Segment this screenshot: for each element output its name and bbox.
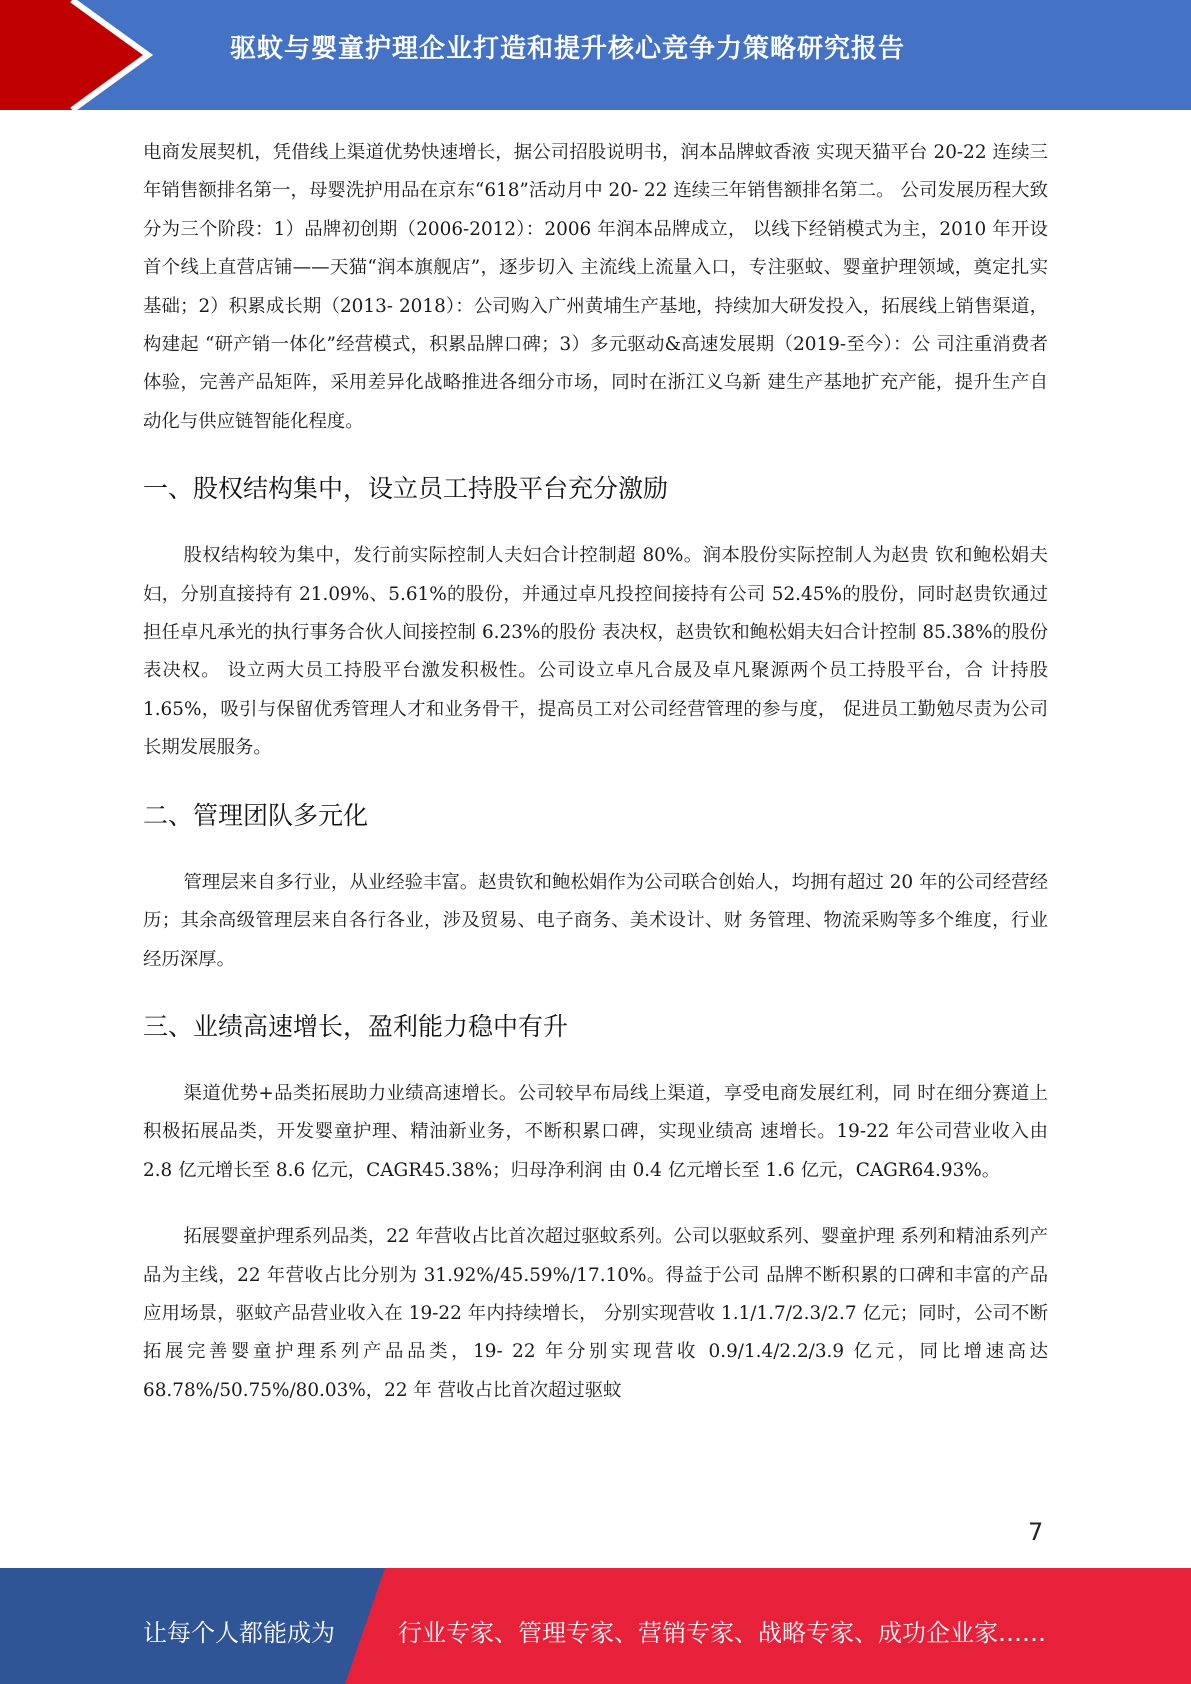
page-header [0,0,1191,110]
report-title: 驱蚊与婴童护理企业打造和提升核心竞争力策略研究报告 [230,34,906,64]
page-number: 7 [1028,1518,1044,1546]
section-paragraph-growth: 渠道优势+品类拓展助力业绩高速增长。公司较早布局线上渠道，享受电商发展红利，同 时在细分赛道上积极拓展品类，开发婴童护理、精油新业务，不断积累口碑，实现业绩高 速增长。19-22 年公司营业收入由 2.8 亿元增长至 8.6 亿元，CAGR45.38%；归母净利润 由 0.4 亿元增长至 1.6 亿元，CAGR64.93%。 [143,1082,1048,1181]
page-footer [0,1568,1191,1684]
document-body [143,134,1048,1410]
footer-slogan-right: 行业专家、管理专家、营销专家、战略专家、成功企业家…… [398,1619,1046,1647]
section-heading-equity: 一、股权结构集中，设立员工持股平台充分激励 [143,474,669,504]
intro-paragraph: 电商发展契机，凭借线上渠道优势快速增长，据公司招股说明书，润本品牌蚊香液 实现天猫平台 20-22 连续三年销售额排名第一，母婴洗护用品在京东“618”活动月中 20- 22 连续三年销售额排名第二。 公司发展历程大致分为三个阶段：1）品牌初创期（2006-2012）：2006 年润本品牌成立， 以线下经销模式为主，2010 年开设首个线上直营店铺——天猫“润本旗舰店”，逐步切入 主流线上流量入口，专注驱蚊、婴童护理领域，奠定扎实基础；2）积累成长期（2013- 2018）：公司购入广州黄埔生产基地，持续加大研发投入，拓展线上销售渠道，构建起 “研产销一体化”经营模式，积累品牌口碑；3）多元驱动&高速发展期（2019-至今）：公 司注重消费者体验，完善产品矩阵，采用差异化战略推进各细分市场，同时在浙江义乌新 建生产基地扩充产能，提升生产自动化与供应链智能化程度。 [143,142,1048,432]
header-arrow-decoration [0,0,160,110]
footer-slogan-left: 让每个人都能成为 [143,1619,335,1647]
section-paragraph-equity: 股权结构较为集中，发行前实际控制人夫妇合计控制超 80%。润本股份实际控制人为赵贵 钦和鲍松娟夫妇，分别直接持有 21.09%、5.61%的股份，并通过卓凡投控间接持有公司 52.45%的股份，同时赵贵钦通过担任卓凡承光的执行事务合伙人间接控制 6.23%的股份 表决权，赵贵钦和鲍松娟夫妇合计控制 85.38%的股份表决权。 设立两大员工持股平台激发积极性。公司设立卓凡合晟及卓凡聚源两个员工持股平台，合 计持股 1.65%，吸引与保留优秀管理人才和业务骨干，提高员工对公司经营管理的参与度， 促进员工勤勉尽责为公司长期发展服务。 [143,545,1048,759]
section-paragraph-categories: 拓展婴童护理系列品类，22 年营收占比首次超过驱蚊系列。公司以驱蚊系列、婴童护理 系列和精油系列产品为主线，22 年营收占比分别为 31.92%/45.59%/17.10%。得益于公司 品牌不断积累的口碑和丰富的产品应用场景，驱蚊产品营业收入在 19-22 年内持续增长， 分别实现营收 1.1/1.7/2.3/2.7 亿元；同时，公司不断拓展完善婴童护理系列产品品类，19- 22 年分别实现营收 0.9/1.4/2.2/3.9 亿元，同比增速高达 68.78%/50.75%/80.03%，22 年 营收占比首次超过驱蚊 [143,1226,1048,1401]
section-heading-management: 二、管理团队多元化 [143,800,369,830]
section-paragraph-management: 管理层来自多行业，从业经验丰富。赵贵钦和鲍松娟作为公司联合创始人，均拥有超过 20 年的公司经营经历；其余高级管理层来自各行各业，涉及贸易、电子商务、美术设计、财 务管理、物流采购等多个维度，行业经历深厚。 [143,871,1048,970]
section-heading-performance: 三、业绩高速增长，盈利能力稳中有升 [143,1011,569,1041]
